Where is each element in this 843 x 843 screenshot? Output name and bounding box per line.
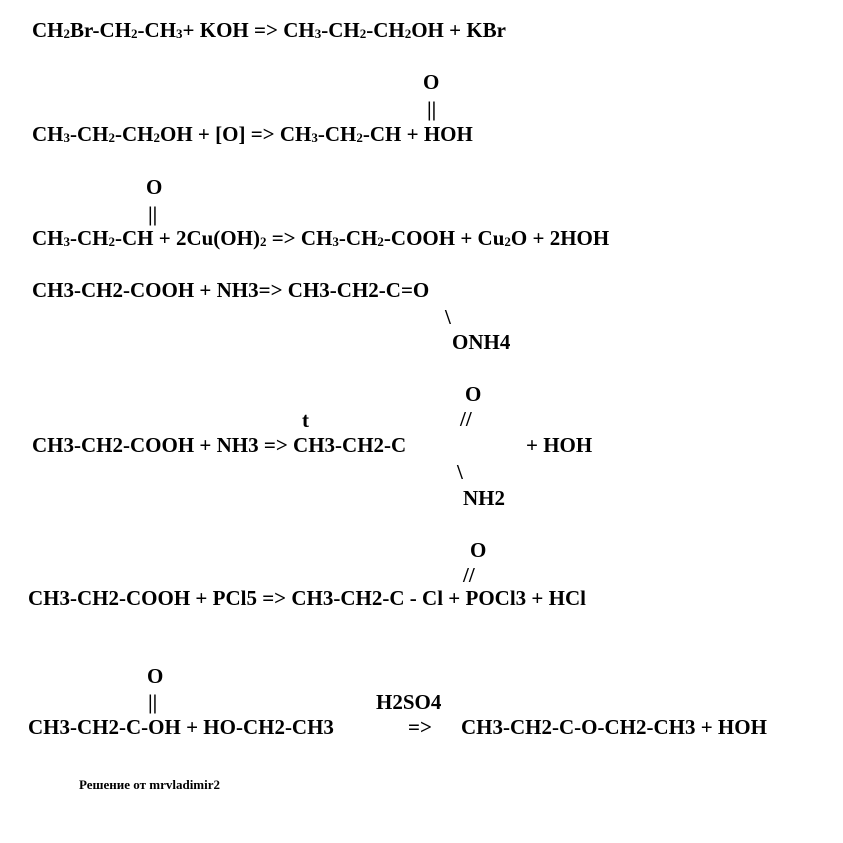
eq5-product: + HOH (526, 433, 593, 457)
eq4-substituent: ONH4 (452, 330, 511, 354)
eq5-substituent: NH2 (463, 486, 505, 510)
equation-6: CH3-CH2-COOH + PCl5 => CH3-CH2-C - Cl + POCl3 + HCl (28, 586, 586, 610)
eq7-double-bond: || (148, 690, 158, 714)
equation-4: CH3-CH2-COOH + NH3=> CH3-CH2-C=O (32, 278, 430, 302)
eq2-double-bond: || (427, 97, 437, 121)
eq3-double-bond: || (148, 202, 158, 226)
eq3-oxygen: O (146, 175, 163, 199)
equation-7-right: CH3-CH2-C-O-CH2-CH3 + HOH (461, 715, 767, 739)
eq5-condition: t (302, 408, 309, 432)
author-credit: Решение от mrvladimir2 (79, 777, 221, 792)
eq7-arrow: => (408, 715, 432, 739)
eq7-oxygen: O (147, 664, 164, 688)
equation-3: $CH_3-CH_2-CH + 2Cu(OH)_2$ => $CH_3-CH_2$-COOH + $Cu_2O + 2HOH$ (32, 226, 610, 250)
eq2-oxygen: O (423, 70, 440, 94)
equation-2: $CH_3-CH_2-CH_2OH + [O] => CH_3-CH_2-CH$ + HOH (32, 122, 473, 146)
eq6-oxygen: O (470, 538, 487, 562)
equation-1: $CH_2Br-CH_2-CH_3+$ KOH => $CH_3-CH_2-CH_2OH$ + KBr (32, 18, 507, 42)
eq5-double-bond: // (460, 407, 472, 431)
eq5-oxygen: O (465, 382, 482, 406)
equation-7-left: CH3-CH2-C-OH + HO-CH2-CH3 (28, 715, 334, 739)
eq5-bond: \ (457, 460, 463, 484)
eq7-catalyst: H2SO4 (376, 690, 442, 714)
eq4-bond: \ (445, 305, 451, 329)
equation-5: CH3-CH2-COOH + NH3 => CH3-CH2-C (32, 433, 407, 457)
eq6-double-bond: // (463, 563, 475, 587)
